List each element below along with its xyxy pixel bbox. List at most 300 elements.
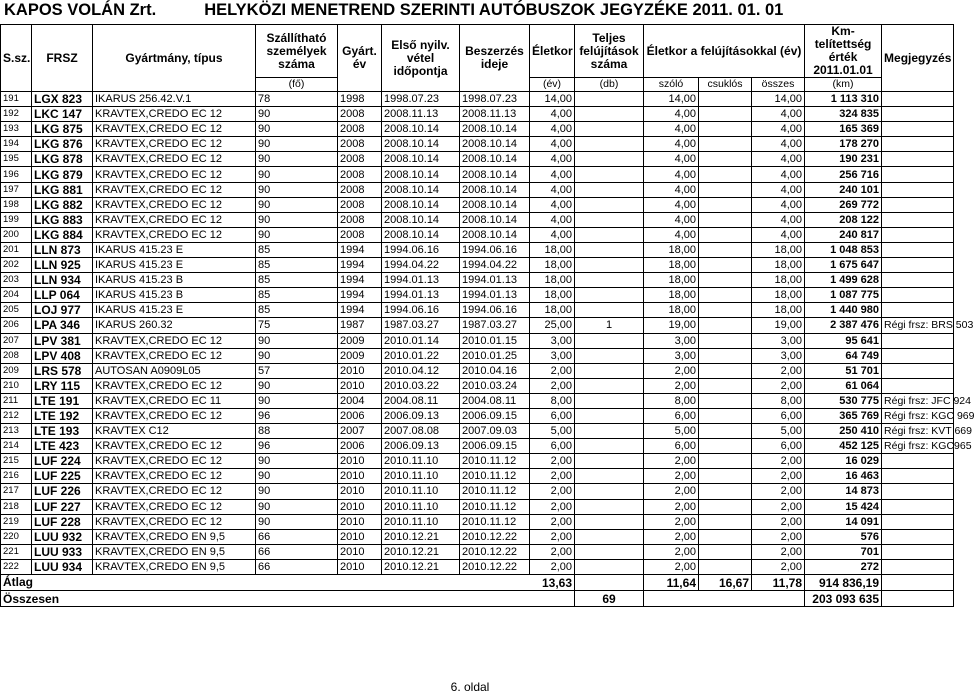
seat-count: 90: [256, 393, 338, 408]
unit-km: (km): [805, 78, 882, 92]
age-articulated: [699, 167, 752, 182]
first-registration: 2008.10.14: [382, 227, 460, 242]
seat-count: 85: [256, 273, 338, 288]
renovation-count: [575, 408, 644, 423]
license-plate: LKG 875: [32, 122, 93, 137]
km-value: 1 087 775: [805, 288, 882, 303]
vehicle-type: IKARUS 415.23 B: [93, 288, 256, 303]
manufacture-year: 2010: [338, 514, 382, 529]
table-row: [1, 544, 954, 559]
note: [882, 484, 954, 499]
age-years: 3,00: [530, 348, 575, 363]
age-years: 2,00: [530, 378, 575, 393]
age-solo: 4,00: [644, 122, 699, 137]
acquisition-date: 2008.10.14: [460, 197, 530, 212]
age-total: 6,00: [752, 408, 805, 423]
age-articulated: [699, 333, 752, 348]
row-number: 216: [1, 469, 32, 484]
first-registration: 2008.11.13: [382, 107, 460, 122]
note: [882, 544, 954, 559]
license-plate: LKG 881: [32, 182, 93, 197]
vehicle-type: IKARUS 415.23 E: [93, 303, 256, 318]
table-row: [1, 333, 954, 348]
note: [882, 122, 954, 137]
km-value: 250 410: [805, 424, 882, 439]
seat-count: 85: [256, 288, 338, 303]
table-row: [1, 408, 954, 423]
row-number: 211: [1, 393, 32, 408]
acquisition-date: 2010.03.24: [460, 378, 530, 393]
unit-seats: (fő): [256, 78, 338, 92]
col-header-year: Gyárt. év: [338, 25, 382, 92]
age-years: 18,00: [530, 242, 575, 257]
first-registration: 2010.04.12: [382, 363, 460, 378]
acquisition-date: 2010.12.22: [460, 544, 530, 559]
note: Régi frsz: KVT 669: [882, 424, 954, 439]
renovation-count: [575, 242, 644, 257]
note: [882, 514, 954, 529]
note: [882, 197, 954, 212]
age-solo: 18,00: [644, 273, 699, 288]
license-plate: LTE 191: [32, 393, 93, 408]
vehicle-type: KRAVTEX,CREDO EC 12: [93, 227, 256, 242]
age-solo: 2,00: [644, 484, 699, 499]
license-plate: LUF 224: [32, 454, 93, 469]
note: [882, 303, 954, 318]
manufacture-year: 2006: [338, 408, 382, 423]
manufacture-year: 2007: [338, 424, 382, 439]
age-articulated: [699, 107, 752, 122]
km-value: 530 775: [805, 393, 882, 408]
license-plate: LUF 228: [32, 514, 93, 529]
acquisition-date: 2008.10.14: [460, 182, 530, 197]
first-registration: 2006.09.13: [382, 439, 460, 454]
renovation-count: [575, 152, 644, 167]
age-solo: 4,00: [644, 197, 699, 212]
license-plate: LKG 876: [32, 137, 93, 152]
note: [882, 559, 954, 574]
row-number: 220: [1, 529, 32, 544]
renovation-count: [575, 227, 644, 242]
seat-count: 90: [256, 167, 338, 182]
license-plate: LUF 227: [32, 499, 93, 514]
acquisition-date: 1994.01.13: [460, 273, 530, 288]
first-registration: 2010.11.10: [382, 454, 460, 469]
manufacture-year: 1994: [338, 242, 382, 257]
km-value: 1 048 853: [805, 242, 882, 257]
age-total: 19,00: [752, 318, 805, 333]
acquisition-date: 2010.12.22: [460, 529, 530, 544]
average-solo: 11,64: [644, 575, 699, 591]
note: [882, 333, 954, 348]
age-total: 2,00: [752, 514, 805, 529]
renovation-count: [575, 167, 644, 182]
table-row: [1, 182, 954, 197]
license-plate: LLN 925: [32, 258, 93, 273]
vehicle-type: KRAVTEX,CREDO EC 12: [93, 408, 256, 423]
acquisition-date: 2010.12.22: [460, 559, 530, 574]
seat-count: 90: [256, 212, 338, 227]
age-solo: 2,00: [644, 514, 699, 529]
first-registration: 2010.11.10: [382, 514, 460, 529]
km-value: 240 101: [805, 182, 882, 197]
age-years: 8,00: [530, 393, 575, 408]
first-registration: 1987.03.27: [382, 318, 460, 333]
renovation-count: [575, 258, 644, 273]
age-articulated: [699, 544, 752, 559]
km-value: 1 440 980: [805, 303, 882, 318]
renovation-count: [575, 469, 644, 484]
license-plate: LTE 192: [32, 408, 93, 423]
age-solo: 18,00: [644, 288, 699, 303]
km-value: 324 835: [805, 107, 882, 122]
manufacture-year: 2010: [338, 469, 382, 484]
vehicle-type: KRAVTEX,CREDO EC 12: [93, 167, 256, 182]
age-total: 6,00: [752, 439, 805, 454]
unit-renovations: (db): [575, 78, 644, 92]
license-plate: LUU 933: [32, 544, 93, 559]
renovation-count: [575, 529, 644, 544]
age-solo: 2,00: [644, 454, 699, 469]
col-header-age: Életkor: [530, 25, 575, 78]
acquisition-date: 1994.06.16: [460, 242, 530, 257]
age-solo: 18,00: [644, 258, 699, 273]
row-number: 199: [1, 212, 32, 227]
vehicle-type: IKARUS 415.23 E: [93, 242, 256, 257]
vehicle-type: KRAVTEX,CREDO EC 12: [93, 333, 256, 348]
age-articulated: [699, 212, 752, 227]
acquisition-date: 2010.11.12: [460, 514, 530, 529]
age-articulated: [699, 514, 752, 529]
manufacture-year: 2010: [338, 484, 382, 499]
age-total: 18,00: [752, 273, 805, 288]
note: [882, 529, 954, 544]
age-articulated: [699, 242, 752, 257]
license-plate: LLN 934: [32, 273, 93, 288]
first-registration: 2008.10.14: [382, 122, 460, 137]
age-solo: 3,00: [644, 348, 699, 363]
table-row: [1, 454, 954, 469]
age-solo: 4,00: [644, 182, 699, 197]
age-total: 2,00: [752, 484, 805, 499]
note: [882, 212, 954, 227]
manufacture-year: 2008: [338, 167, 382, 182]
age-solo: 2,00: [644, 544, 699, 559]
age-total: 14,00: [752, 92, 805, 107]
table-row: [1, 288, 954, 303]
first-registration: 2010.01.22: [382, 348, 460, 363]
license-plate: LUF 226: [32, 484, 93, 499]
km-value: 701: [805, 544, 882, 559]
manufacture-year: 1994: [338, 273, 382, 288]
first-registration: 1994.01.13: [382, 273, 460, 288]
age-years: 4,00: [530, 197, 575, 212]
renovation-count: [575, 454, 644, 469]
table-row: [1, 318, 954, 333]
note: [882, 348, 954, 363]
age-solo: 2,00: [644, 378, 699, 393]
license-plate: LTE 423: [32, 439, 93, 454]
manufacture-year: 1994: [338, 258, 382, 273]
first-registration: 1998.07.23: [382, 92, 460, 107]
license-plate: LRS 578: [32, 363, 93, 378]
note: [882, 227, 954, 242]
km-value: 178 270: [805, 137, 882, 152]
age-years: 25,00: [530, 318, 575, 333]
age-years: 2,00: [530, 484, 575, 499]
age-years: 5,00: [530, 424, 575, 439]
table-row: [1, 137, 954, 152]
header-row: [1, 25, 954, 78]
vehicle-type: IKARUS 415.23 E: [93, 258, 256, 273]
first-registration: 2010.12.21: [382, 529, 460, 544]
table-row: [1, 529, 954, 544]
age-years: 18,00: [530, 303, 575, 318]
license-plate: LKG 883: [32, 212, 93, 227]
row-number: 194: [1, 137, 32, 152]
age-articulated: [699, 363, 752, 378]
age-years: 4,00: [530, 227, 575, 242]
km-value: 365 769: [805, 408, 882, 423]
row-number: 210: [1, 378, 32, 393]
row-number: 197: [1, 182, 32, 197]
manufacture-year: 2008: [338, 212, 382, 227]
age-solo: 4,00: [644, 137, 699, 152]
vehicle-type: KRAVTEX,CREDO EC 12: [93, 454, 256, 469]
seat-count: 90: [256, 454, 338, 469]
note: [882, 152, 954, 167]
manufacture-year: 2008: [338, 137, 382, 152]
km-value: 1 113 310: [805, 92, 882, 107]
table-row: [1, 363, 954, 378]
acquisition-date: 1994.01.13: [460, 288, 530, 303]
license-plate: LKG 884: [32, 227, 93, 242]
license-plate: LLN 873: [32, 242, 93, 257]
km-value: 16 029: [805, 454, 882, 469]
seat-count: 85: [256, 242, 338, 257]
note: [882, 107, 954, 122]
row-number: 202: [1, 258, 32, 273]
acquisition-date: 2010.11.12: [460, 499, 530, 514]
age-total: 2,00: [752, 378, 805, 393]
table-row: [1, 469, 954, 484]
row-number: 201: [1, 242, 32, 257]
age-years: 4,00: [530, 137, 575, 152]
first-registration: 2008.10.14: [382, 212, 460, 227]
renovation-count: [575, 393, 644, 408]
vehicle-type: KRAVTEX,CREDO EN 9,5: [93, 559, 256, 574]
age-years: 2,00: [530, 514, 575, 529]
age-articulated: [699, 273, 752, 288]
manufacture-year: 2004: [338, 393, 382, 408]
table-row: [1, 197, 954, 212]
manufacture-year: 2008: [338, 107, 382, 122]
manufacture-year: 2006: [338, 439, 382, 454]
row-number: 217: [1, 484, 32, 499]
vehicle-type: KRAVTEX,CREDO EC 12: [93, 137, 256, 152]
age-articulated: [699, 122, 752, 137]
license-plate: LPV 408: [32, 348, 93, 363]
acquisition-date: 2008.10.14: [460, 212, 530, 227]
vehicle-type: KRAVTEX,CREDO EC 12: [93, 212, 256, 227]
table-row: [1, 107, 954, 122]
row-number: 215: [1, 454, 32, 469]
acquisition-date: 1994.06.16: [460, 303, 530, 318]
age-total: 3,00: [752, 348, 805, 363]
age-solo: 8,00: [644, 393, 699, 408]
unit-age: (év): [530, 78, 575, 92]
table-row: [1, 424, 954, 439]
age-articulated: [699, 469, 752, 484]
age-articulated: [699, 408, 752, 423]
renovation-count: [575, 499, 644, 514]
col-header-type: Gyártmány, típus: [93, 25, 256, 92]
note: [882, 258, 954, 273]
vehicle-type: KRAVTEX,CREDO EC 12: [93, 122, 256, 137]
acquisition-date: 2006.09.15: [460, 439, 530, 454]
age-articulated: [699, 318, 752, 333]
acquisition-date: 2010.11.12: [460, 454, 530, 469]
age-years: 4,00: [530, 212, 575, 227]
km-value: 51 701: [805, 363, 882, 378]
manufacture-year: 2010: [338, 499, 382, 514]
age-total: 2,00: [752, 454, 805, 469]
license-plate: LKC 147: [32, 107, 93, 122]
row-number: 218: [1, 499, 32, 514]
table-row: [1, 439, 954, 454]
manufacture-year: 2009: [338, 333, 382, 348]
renovation-count: [575, 333, 644, 348]
note: [882, 363, 954, 378]
col-header-acquisition: Beszerzés ideje: [460, 25, 530, 92]
seat-count: 90: [256, 469, 338, 484]
km-value: 95 641: [805, 333, 882, 348]
age-articulated: [699, 439, 752, 454]
table-row: [1, 393, 954, 408]
age-solo: 4,00: [644, 167, 699, 182]
renovation-count: [575, 303, 644, 318]
row-number: 196: [1, 167, 32, 182]
manufacture-year: 2009: [338, 348, 382, 363]
table-row: [1, 152, 954, 167]
age-total: 3,00: [752, 333, 805, 348]
seat-count: 66: [256, 544, 338, 559]
renovation-count: [575, 439, 644, 454]
seat-count: 96: [256, 439, 338, 454]
license-plate: LLP 064: [32, 288, 93, 303]
km-value: 240 817: [805, 227, 882, 242]
age-years: 2,00: [530, 529, 575, 544]
row-number: 198: [1, 197, 32, 212]
col-header-seats: Szállítható személyek száma: [256, 25, 338, 78]
table-row: [1, 303, 954, 318]
table-row: [1, 484, 954, 499]
total-label: Összesen: [1, 591, 575, 607]
average-label: Átlag: [3, 575, 33, 589]
total-row: [1, 591, 954, 607]
age-articulated: [699, 137, 752, 152]
note: [882, 469, 954, 484]
vehicle-type: KRAVTEX,CREDO EC 12: [93, 348, 256, 363]
note: Régi frsz: BRS 503: [882, 318, 954, 333]
vehicle-type: KRAVTEX,CREDO EC 12: [93, 197, 256, 212]
row-number: 212: [1, 408, 32, 423]
km-value: 1 499 628: [805, 273, 882, 288]
age-years: 2,00: [530, 363, 575, 378]
table-row: [1, 92, 954, 107]
acquisition-date: 2007.09.03: [460, 424, 530, 439]
km-value: 2 387 476: [805, 318, 882, 333]
age-solo: 18,00: [644, 242, 699, 257]
first-registration: 2008.10.14: [382, 152, 460, 167]
acquisition-date: 2008.10.14: [460, 152, 530, 167]
seat-count: 90: [256, 514, 338, 529]
km-value: 64 749: [805, 348, 882, 363]
note: Régi frsz: KGC 969: [882, 408, 954, 423]
age-total: 2,00: [752, 499, 805, 514]
seat-count: 90: [256, 484, 338, 499]
km-value: 269 772: [805, 197, 882, 212]
note: [882, 378, 954, 393]
age-total: 2,00: [752, 529, 805, 544]
col-header-frsz: FRSZ: [32, 25, 93, 92]
age-articulated: [699, 152, 752, 167]
average-articulated: 16,67: [699, 575, 752, 591]
acquisition-date: 2008.10.14: [460, 137, 530, 152]
age-years: 18,00: [530, 288, 575, 303]
acquisition-date: 2010.01.15: [460, 333, 530, 348]
manufacture-year: 2008: [338, 152, 382, 167]
row-number: 195: [1, 152, 32, 167]
age-solo: 2,00: [644, 363, 699, 378]
renovation-count: [575, 137, 644, 152]
renovation-count: [575, 348, 644, 363]
seat-count: 90: [256, 378, 338, 393]
first-registration: 1994.01.13: [382, 288, 460, 303]
renovation-count: [575, 424, 644, 439]
km-value: 15 424: [805, 499, 882, 514]
age-articulated: [699, 393, 752, 408]
row-number: 221: [1, 544, 32, 559]
license-plate: LPA 346: [32, 318, 93, 333]
seat-count: 85: [256, 258, 338, 273]
renovation-count: [575, 92, 644, 107]
age-years: 4,00: [530, 107, 575, 122]
manufacture-year: 1994: [338, 288, 382, 303]
age-solo: 19,00: [644, 318, 699, 333]
km-value: 190 231: [805, 152, 882, 167]
acquisition-date: 2006.09.15: [460, 408, 530, 423]
seat-count: 90: [256, 137, 338, 152]
note: [882, 92, 954, 107]
renovation-count: [575, 363, 644, 378]
page-title: [4, 1, 783, 20]
acquisition-date: 2010.11.12: [460, 469, 530, 484]
seat-count: 85: [256, 303, 338, 318]
km-value: 1 675 647: [805, 258, 882, 273]
renovation-count: [575, 288, 644, 303]
age-articulated: [699, 288, 752, 303]
vehicle-type: KRAVTEX,CREDO EC 11: [93, 393, 256, 408]
average-km: 914 836,19: [805, 575, 882, 591]
age-total: 4,00: [752, 107, 805, 122]
seat-count: 90: [256, 499, 338, 514]
row-number: 207: [1, 333, 32, 348]
table-row: [1, 378, 954, 393]
renovation-count: [575, 273, 644, 288]
vehicle-type: AUTOSAN A0909L05: [93, 363, 256, 378]
age-years: 2,00: [530, 499, 575, 514]
